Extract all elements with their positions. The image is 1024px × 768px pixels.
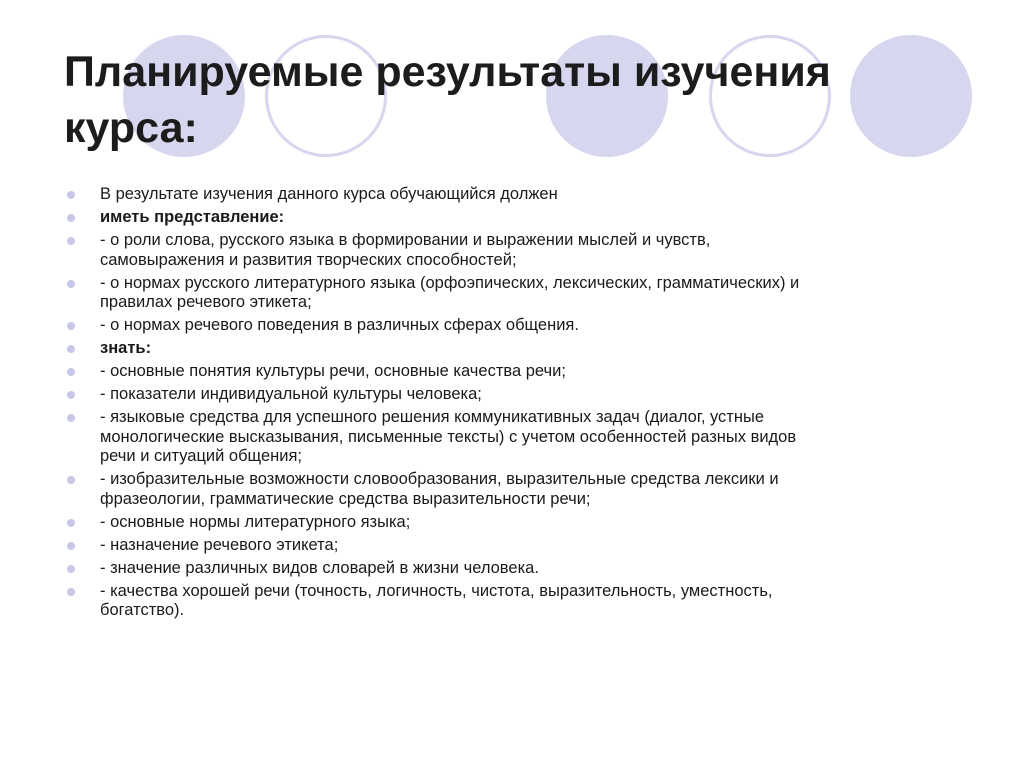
list-item-text bbox=[100, 339, 962, 359]
list-item bbox=[62, 208, 962, 228]
list-item-text bbox=[100, 408, 962, 467]
slide-title bbox=[64, 44, 964, 156]
bullet-icon bbox=[67, 280, 75, 288]
bullet-icon bbox=[67, 345, 75, 353]
list-item-line: - основные понятия культуры речи, основные качества речи; bbox=[100, 362, 566, 380]
list-item-line: иметь представление: bbox=[100, 208, 285, 226]
list-item-line: В результате изучения данного курса обучающийся должен bbox=[100, 185, 558, 203]
list-item-text bbox=[100, 470, 962, 509]
list-item bbox=[62, 513, 962, 533]
list-item-text bbox=[100, 385, 962, 405]
list-item-text bbox=[100, 185, 962, 205]
list-item-line: - изобразительные возможности словообразования, выразительные средства лексики и bbox=[100, 470, 779, 488]
list-item-line: самовыражения и развития творческих способностей; bbox=[100, 250, 517, 269]
list-item bbox=[62, 385, 962, 405]
bullet-icon bbox=[67, 519, 75, 527]
list-item-line: фразеологии, грамматические средства выразительности речи; bbox=[100, 489, 591, 508]
list-item bbox=[62, 582, 962, 621]
list-item-line: - значение различных видов словарей в жизни человека. bbox=[100, 558, 539, 577]
list-item-text bbox=[100, 582, 962, 621]
list-item bbox=[62, 316, 962, 336]
list-item-line: правилах речевого этикета; bbox=[100, 293, 312, 311]
bullet-icon bbox=[67, 322, 75, 330]
slide-title-line-1: Планируемые результаты изучения bbox=[64, 48, 831, 96]
list-item-text bbox=[100, 536, 962, 556]
list-item bbox=[62, 470, 962, 509]
list-item-line: - языковые средства для успешного решения коммуникативных задач (диалог, устные bbox=[100, 408, 765, 426]
bullet-icon bbox=[67, 191, 75, 199]
slide-title-line-2: курса: bbox=[64, 104, 198, 152]
list-item-line: речи и ситуаций общения; bbox=[100, 447, 302, 465]
bullet-icon bbox=[67, 237, 75, 245]
list-item-text bbox=[100, 513, 962, 533]
list-item bbox=[62, 231, 962, 270]
bullet-icon bbox=[67, 414, 75, 422]
list-item-line: - основные нормы литературного языка; bbox=[100, 512, 411, 531]
list-item bbox=[62, 185, 962, 205]
list-item bbox=[62, 362, 962, 382]
list-item-text bbox=[100, 316, 962, 336]
bullet-icon bbox=[67, 214, 75, 222]
list-item bbox=[62, 408, 962, 467]
list-item-line: - о нормах речевого поведения в различных сферах общения. bbox=[100, 316, 579, 334]
list-item-text bbox=[100, 362, 962, 382]
bullet-list bbox=[62, 185, 962, 624]
list-item-line: - о роли слова, русского языка в формировании и выражении мыслей и чувств, bbox=[100, 231, 711, 249]
list-item bbox=[62, 274, 962, 313]
list-item-line: - назначение речевого этикета; bbox=[100, 535, 339, 554]
list-item-text bbox=[100, 208, 962, 228]
bullet-icon bbox=[67, 476, 75, 484]
bullet-icon bbox=[67, 542, 75, 550]
bullet-icon bbox=[67, 565, 75, 573]
list-item bbox=[62, 559, 962, 579]
list-item-text bbox=[100, 231, 962, 270]
list-item-text bbox=[100, 274, 962, 313]
bullet-icon bbox=[67, 368, 75, 376]
bullet-icon bbox=[67, 391, 75, 399]
list-item bbox=[62, 339, 962, 359]
list-item-line: знать: bbox=[100, 339, 152, 357]
list-item-line: - качества хорошей речи (точность, логичность, чистота, выразительность, уместность, bbox=[100, 581, 773, 600]
list-item-line: - показатели индивидуальной культуры человека; bbox=[100, 385, 482, 403]
list-item-line: богатство). bbox=[100, 601, 185, 619]
list-item-line: монологические высказывания, письменные тексты) с учетом особенностей разных видов bbox=[100, 427, 797, 446]
list-item bbox=[62, 536, 962, 556]
list-item-line: - о нормах русского литературного языка (орфоэпических, лексических, грамматических) и bbox=[100, 273, 800, 292]
bullet-icon bbox=[67, 588, 75, 596]
list-item-text bbox=[100, 559, 962, 579]
